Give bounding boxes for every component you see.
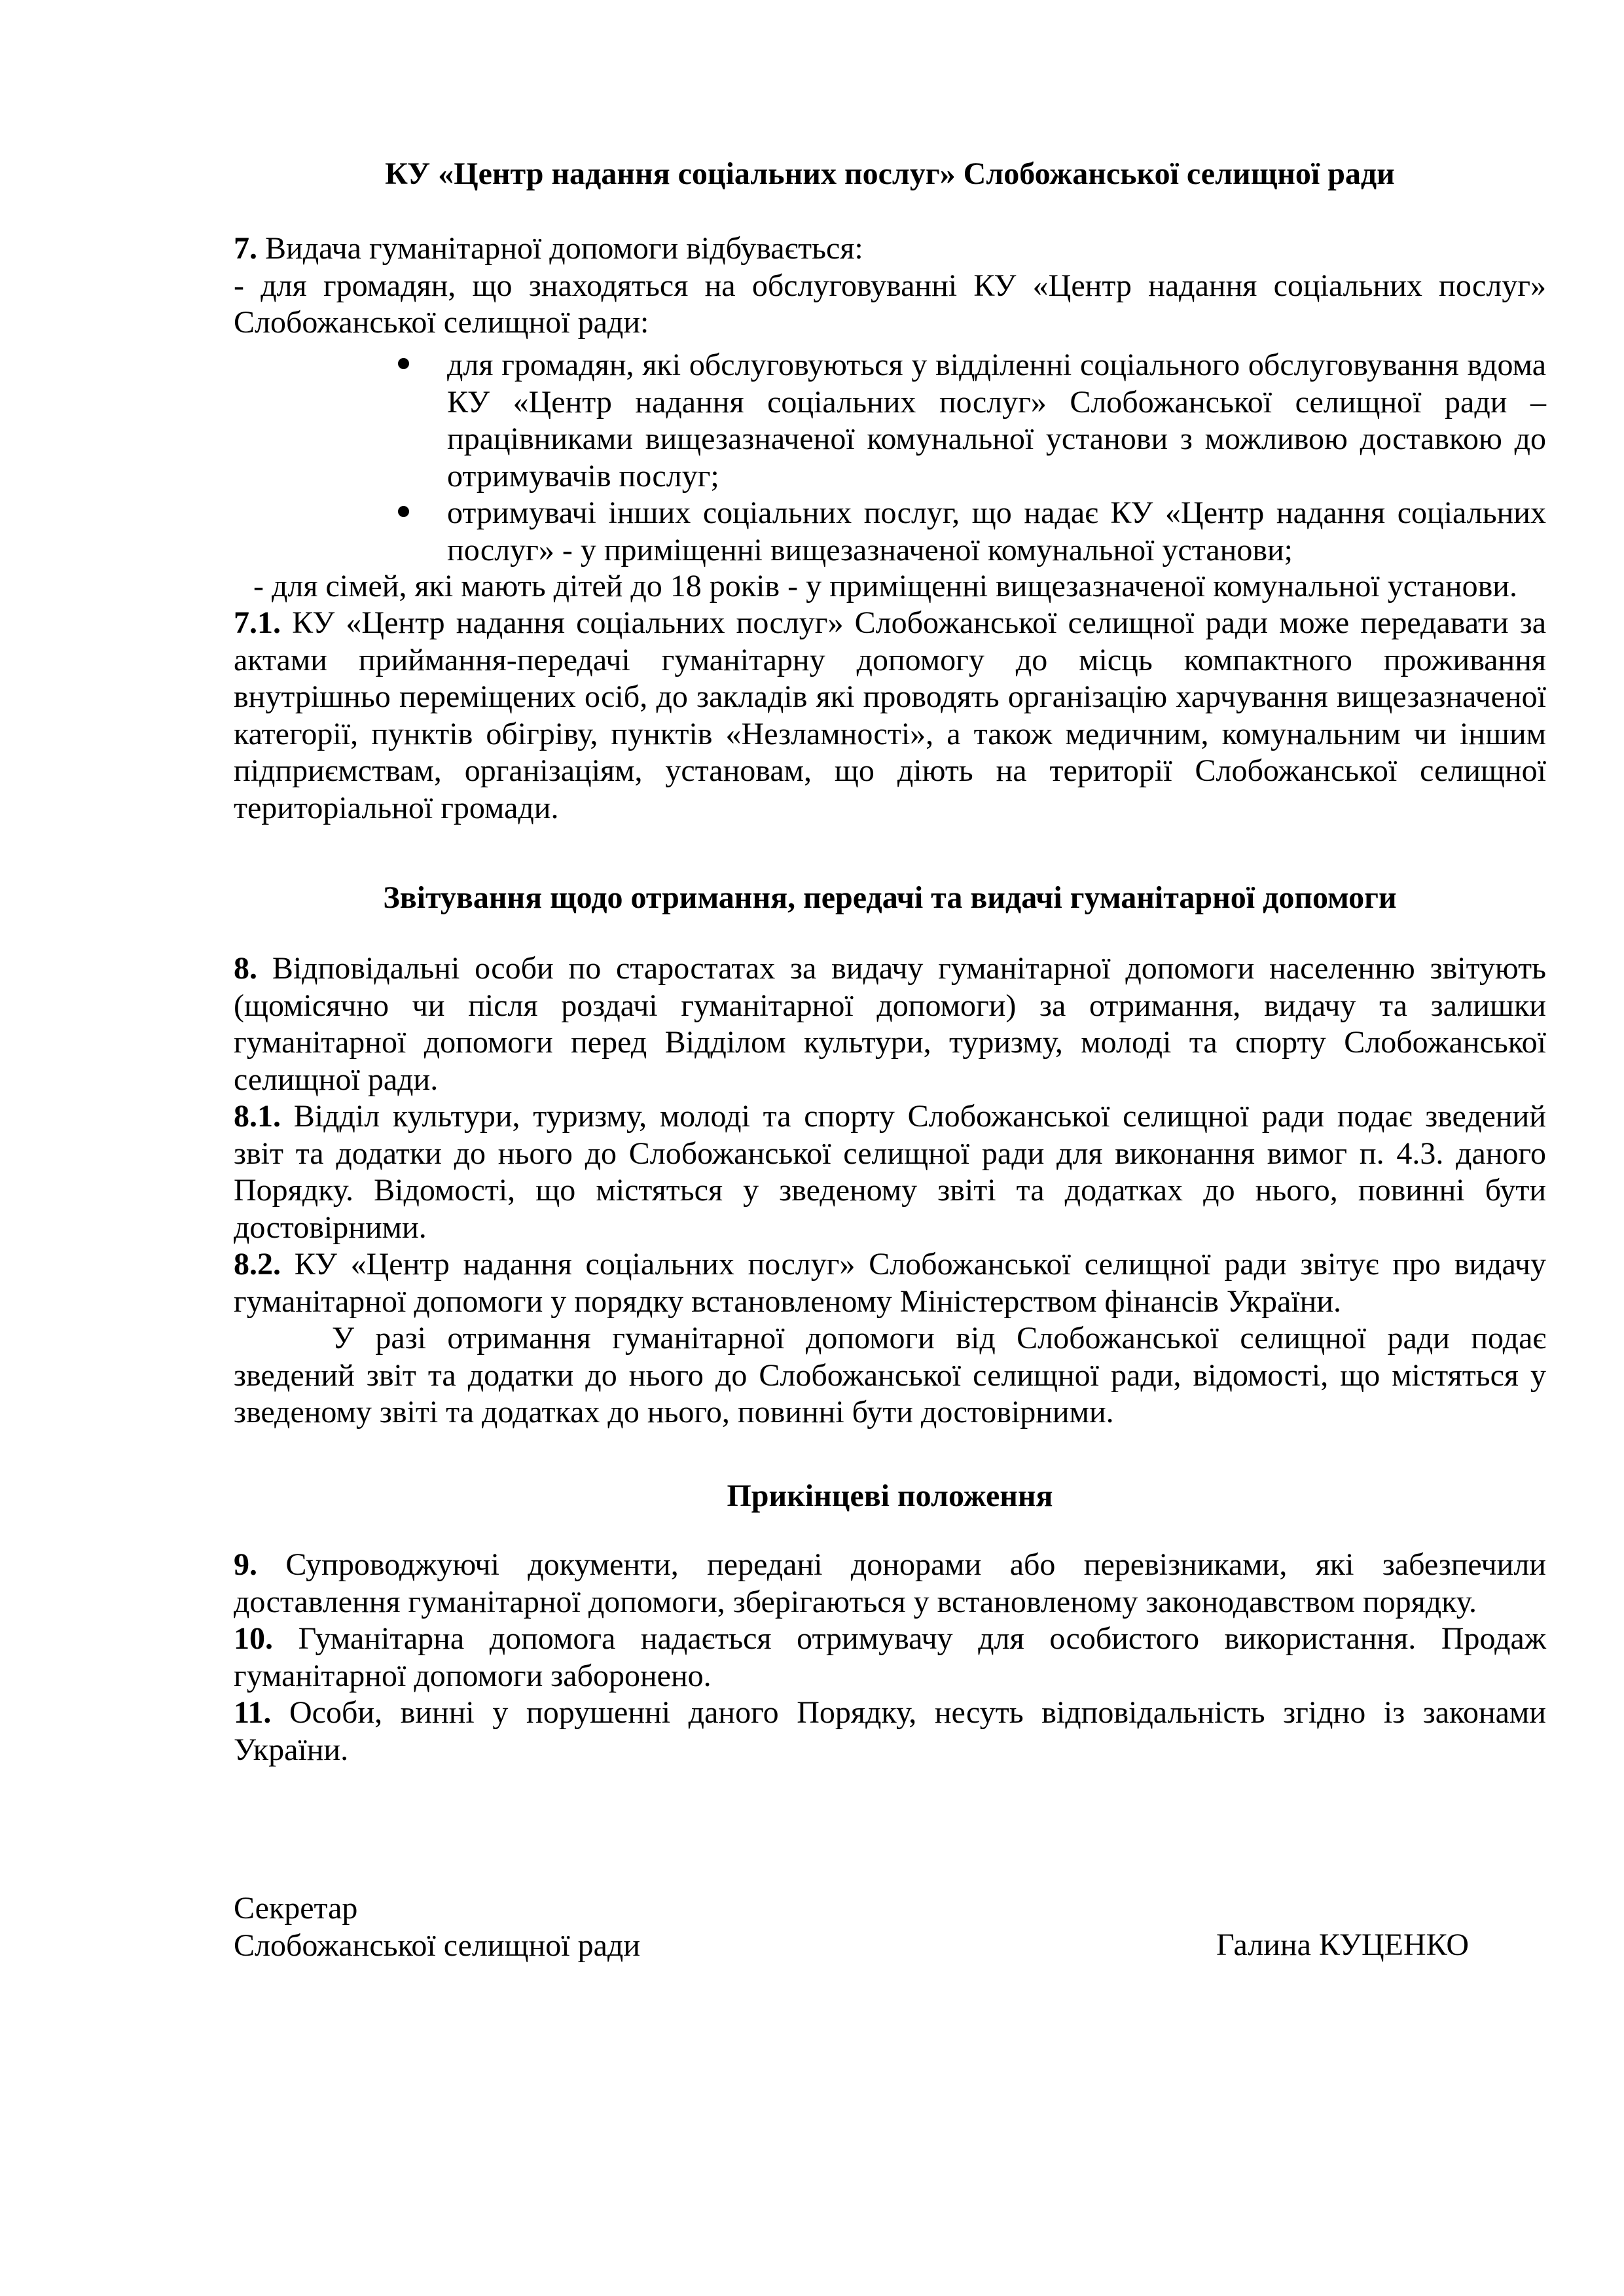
- clause-text: Супроводжуючі документи, передані донорами або перевізниками, які забезпечили доставлення гуманітарної допомоги, зберігаються у встановленому законодавством порядку.: [234, 1547, 1546, 1619]
- page-title: [234, 156, 1546, 193]
- bullet-icon: [398, 358, 409, 369]
- paragraph-11: [234, 1695, 1546, 1768]
- clause-text: КУ «Центр надання соціальних послуг» Слобожанської селищної ради звітує про видачу гуманітарної допомоги у порядку встановленому Міністерством фінансів України.: [234, 1247, 1546, 1319]
- title-text: КУ «Центр надання соціальних послуг» Слобожанської селищної ради: [385, 156, 1395, 191]
- heading-text: Звітування щодо отримання, передачі та видачі гуманітарної допомоги: [383, 880, 1397, 915]
- paragraph-7-dash-item: - для громадян, що знаходяться на обслуговуванні КУ «Центр надання соціальних послуг» Слобожанської селищної ради:: [234, 268, 1546, 340]
- paragraph-8: [234, 950, 1546, 1098]
- signatory-name: Галина КУЦЕНКО: [1216, 1928, 1470, 1962]
- clause-text: Гуманітарна допомога надається отримувачу для особистого використання. Продаж гуманітарної допомоги заборонено.: [234, 1621, 1546, 1693]
- paragraph-8-1: [234, 1098, 1546, 1246]
- clause-number: 8.1.: [234, 1099, 281, 1134]
- bullet-text: отримувачі інших соціальних послуг, що надає КУ «Центр надання соціальних послуг» - у приміщенні вищезазначеної комунальної установи;: [447, 495, 1546, 567]
- bullet-item: [447, 495, 1546, 569]
- paragraph-10: [234, 1621, 1546, 1695]
- heading-text: Прикінцеві положення: [727, 1479, 1053, 1513]
- clause-number: 9.: [234, 1547, 257, 1582]
- clause-text: Відділ культури, туризму, молоді та спорту Слобожанської селищної ради подає зведений звіт та додатки до нього до Слобожанської селищної ради для виконання вимог п. 4.3. даного Порядку. Відомості, що містяться у зведеному звіті та додатках до нього, повинні бути достовірними.: [234, 1099, 1546, 1245]
- clause-number: 10.: [234, 1621, 273, 1656]
- clause-text: Відповідальні особи по старостатах за видачу гуманітарної допомоги населенню звітують (щомісячно чи після роздачі гуманітарної допомоги) за отримання, видачу та залишки гуманітарної допомоги перед Відділом культури, туризму, молоді та спорту Слобожанської селищної ради.: [234, 951, 1546, 1097]
- paragraphs-8: [234, 950, 1546, 1431]
- clause-number: 8.: [234, 951, 257, 986]
- paragraph-8-2-extra: У разі отримання гуманітарної допомоги від Слобожанської селищної ради подає зведений звіт та додатки до нього до Слобожанської селищної ради, відомості, що містяться у зведеному звіті та додатках до нього, повинні бути достовірними.: [234, 1321, 1546, 1429]
- paragraph-7: [234, 230, 1546, 342]
- clause-number: 8.2.: [234, 1247, 281, 1282]
- paragraph-7-heading: [234, 230, 1546, 268]
- section-heading-final: [234, 1478, 1546, 1515]
- paragraph-8-2: [234, 1246, 1546, 1320]
- paragraphs-final: [234, 1547, 1546, 1768]
- clause-text: КУ «Центр надання соціальних послуг» Слобожанської селищної ради може передавати за актами приймання-передачі гуманітарну допомогу до місць компактного проживання внутрішньо переміщених осіб, до закладів які проводять організацію харчування вищезазначеної категорії, пунктів обігріву, пунктів «Незламності», а також медичним, комунальним чи іншим підприємствам, організаціям, установам, що діють на території Слобожанської селищної територіальної громади.: [234, 605, 1546, 825]
- paragraph-7-dash-families: [234, 568, 1546, 605]
- signature-position: [234, 1890, 640, 1964]
- signature-title: Секретар: [234, 1891, 358, 1926]
- bullet-list: [447, 347, 1546, 569]
- paragraph-7-1: [234, 605, 1546, 827]
- clause-number: 11.: [234, 1695, 272, 1730]
- signature-name: [1216, 1927, 1469, 1964]
- clause-number: 7.1.: [234, 605, 281, 640]
- clause-text: Особи, винні у порушенні даного Порядку, несуть відповідальність згідно із законами України.: [234, 1695, 1546, 1767]
- clause-number: 7.: [234, 231, 257, 266]
- bullet-text: для громадян, які обслуговуються у відділенні соціального обслуговування вдома КУ «Центр надання соціальних послуг» Слобожанської селищної ради – працівниками вищезазначеної комунальної установи з можливою доставкою до отримувачів послуг;: [447, 348, 1546, 493]
- dash-item-families: - для сімей, які мають дітей до 18 років - у приміщенні вищезазначеної комунальної установи.: [253, 569, 1517, 603]
- clause-text: Видача гуманітарної допомоги відбувається:: [257, 231, 863, 266]
- signature-organization: Слобожанської селищної ради: [234, 1928, 640, 1963]
- bullet-icon: [398, 506, 409, 517]
- bullet-item: [447, 347, 1546, 495]
- paragraph-9: [234, 1547, 1546, 1621]
- section-heading-reporting: [234, 880, 1546, 917]
